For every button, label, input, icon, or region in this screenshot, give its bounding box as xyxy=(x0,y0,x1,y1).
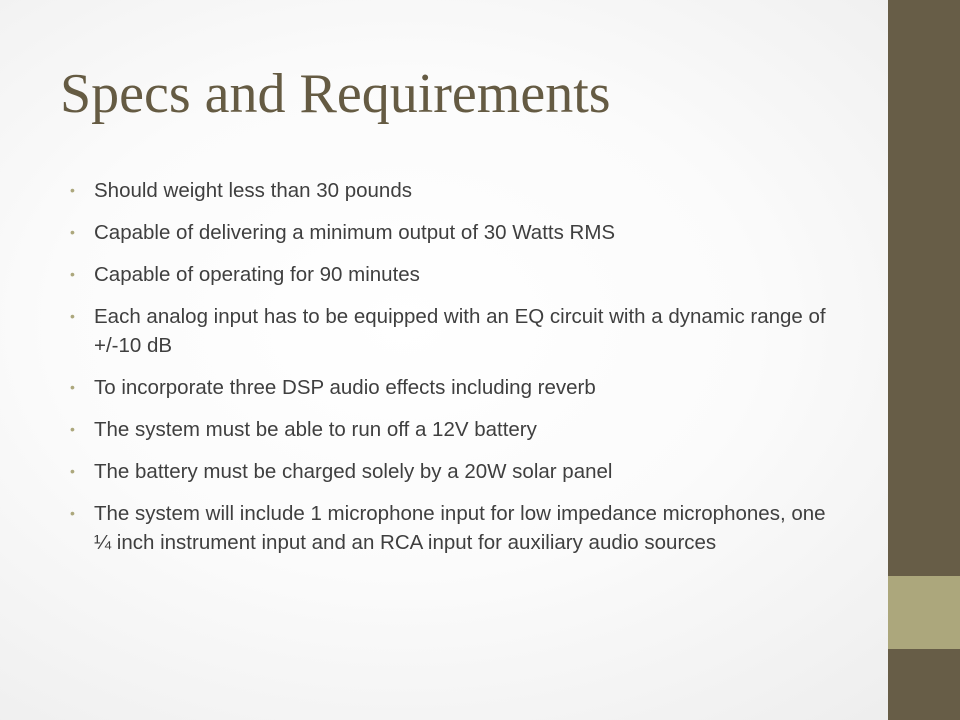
bullet-point-icon: • xyxy=(70,421,75,437)
bullet-text: To incorporate three DSP audio effects including reverb xyxy=(94,376,596,399)
bullet-text: Capable of delivering a minimum output of 30 Watts RMS xyxy=(94,221,616,244)
bullet-point-icon: • xyxy=(70,463,75,479)
bullet-point-icon: • xyxy=(70,224,75,240)
bullet-text: Capable of operating for 90 minutes xyxy=(94,263,420,286)
slide-title: Specs and Requirements xyxy=(60,63,611,125)
bullet-item xyxy=(70,415,840,444)
bullet-item xyxy=(70,218,840,247)
bullet-item xyxy=(70,457,840,486)
decorative-sidebar-accent xyxy=(888,576,960,649)
bullet-point-icon: • xyxy=(70,505,75,521)
bullet-text: The system must be able to run off a 12V battery xyxy=(94,418,537,441)
bullet-text: The battery must be charged solely by a 20W solar panel xyxy=(94,460,613,483)
bullet-point-icon: • xyxy=(70,182,75,198)
bullet-point-icon: • xyxy=(70,308,75,324)
bullet-item xyxy=(70,260,840,289)
bullet-point-icon: • xyxy=(70,266,75,282)
bullet-item xyxy=(70,176,840,205)
bullet-text: Each analog input has to be equipped with an EQ circuit with a dynamic range of +/-10 dB xyxy=(94,305,826,357)
bullet-text: Should weight less than 30 pounds xyxy=(94,179,412,202)
bullet-text: The system will include 1 microphone input for low impedance microphones, one ¼ inch instrument input and an RCA input for auxiliary audio sources xyxy=(94,502,826,554)
bullet-list xyxy=(70,176,840,570)
bullet-point-icon: • xyxy=(70,379,75,395)
bullet-item xyxy=(70,499,840,557)
bullet-item xyxy=(70,373,840,402)
bullet-item xyxy=(70,302,840,360)
